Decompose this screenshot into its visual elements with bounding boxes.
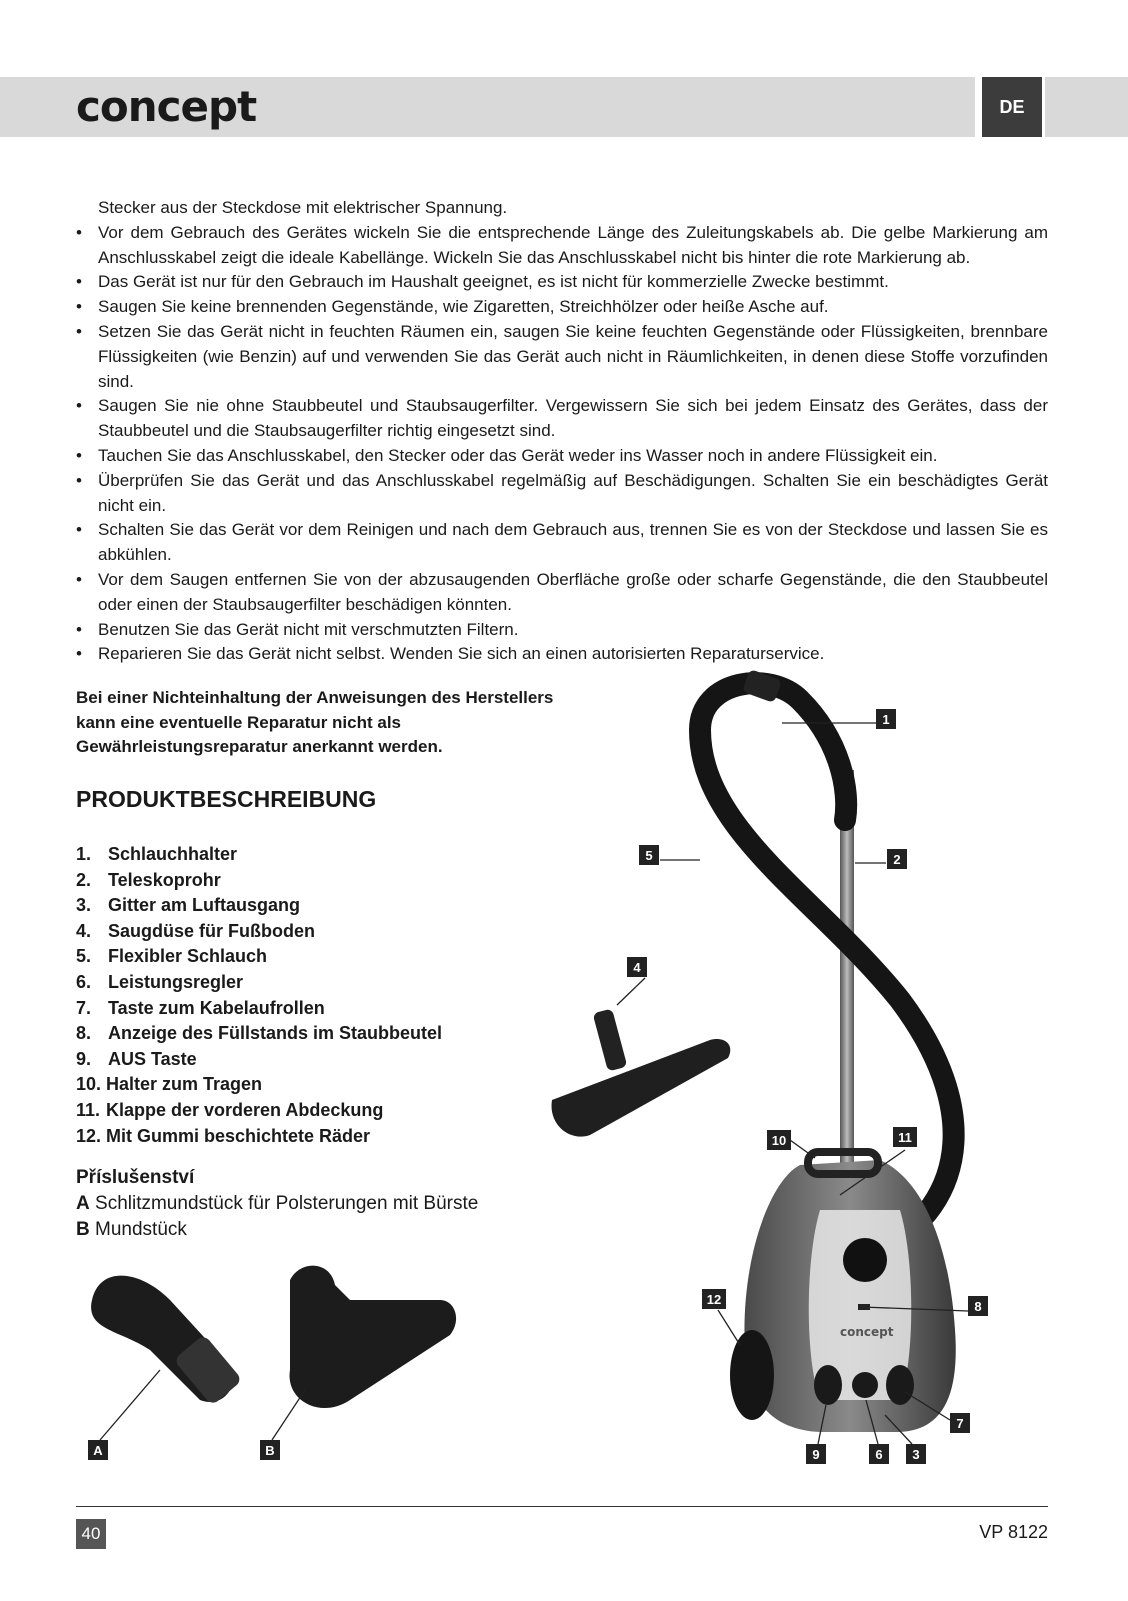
list-item: 12. Mit Gummi beschichtete Räder	[76, 1125, 371, 1146]
floor-nozzle	[552, 1039, 731, 1137]
warranty-warning: Bei einer Nichteinhaltung der Anweisungen des Herstellers kann eine eventuelle Reparatur nicht als Gewährleistungsreparatur anerkannt werden.	[76, 688, 554, 756]
list-item: • Benutzen Sie das Gerät nicht mit verschmutzten Filtern.	[76, 618, 1048, 643]
callout-4: 4	[627, 957, 647, 977]
power-regulator	[852, 1372, 878, 1398]
list-item: 6. Leistungsregler	[76, 971, 244, 992]
off-button	[814, 1365, 842, 1405]
list-item: 10. Halter zum Tragen	[76, 1074, 263, 1095]
hose-inlet	[843, 1238, 887, 1282]
section-title: PRODUKTBESCHREIBUNG	[76, 786, 377, 812]
list-item: • Schalten Sie das Gerät vor dem Reinigen und nach dem Gebrauch aus, trennen Sie es von der Steckdose und lassen Sie es abkühlen.	[76, 518, 1048, 568]
model-number: VP 8122	[979, 1522, 1048, 1542]
list-item: • Tauchen Sie das Anschlusskabel, den Stecker oder das Gerät weder ins Wasser noch in andere Flüssigkeit ein.	[76, 444, 1048, 469]
list-item: • Saugen Sie nie ohne Staubbeutel und Staubsaugerfilter. Vergewissern Sie sich bei jedem Einsatz des Gerätes, dass der Staubbeutel und die Staubsaugerfilter richtig eingesetzt sind.	[76, 394, 1048, 444]
accessories-heading: Příslušenství	[76, 1167, 195, 1188]
list-item: 3. Gitter am Luftausgang	[76, 895, 301, 916]
rubber-wheel	[730, 1330, 774, 1420]
list-item: • Vor dem Saugen entfernen Sie von der abzusaugenden Oberfläche große oder scharfe Gegenstände, die den Staubbeutel oder einen der Staubsaugerfilter beschädigen könnten.	[76, 568, 1048, 618]
accessory-item: B Mundstück	[76, 1219, 187, 1240]
callout-b: B	[260, 1440, 280, 1460]
list-item: 1. Schlauchhalter	[76, 844, 238, 864]
language-badge: DE	[982, 77, 1042, 137]
callout-11: 11	[893, 1127, 917, 1147]
list-item: 8. Anzeige des Füllstands im Staubbeutel	[76, 1023, 443, 1044]
list-item: 11. Klappe der vorderen Abdeckung	[76, 1099, 384, 1120]
callout-3: 3	[906, 1444, 926, 1464]
list-item: 9. AUS Taste	[76, 1048, 197, 1069]
callout-a: A	[88, 1440, 108, 1460]
callout-12: 12	[702, 1289, 726, 1309]
device-logo: concept	[840, 1325, 894, 1339]
callout-2: 2	[887, 849, 907, 869]
callout-9: 9	[806, 1444, 826, 1464]
callout-7: 7	[950, 1413, 970, 1433]
upholstery-nozzle	[290, 1266, 457, 1408]
cord-rewind-button	[886, 1365, 914, 1405]
footer-rule	[76, 1506, 1048, 1507]
list-item: • Setzen Sie das Gerät nicht in feuchten Räumen ein, saugen Sie keine feuchten Gegenstände oder Flüssigkeiten, brennbare Flüssigkeiten (wie Benzin) auf und verwenden Sie das Gerät auch nicht in Räumlichkeiten, in denen diese Stoffe vorzufinden sind.	[76, 320, 1048, 394]
list-item: • Vor dem Gebrauch des Gerätes wickeln Sie die entsprechende Länge des Zuleitungskabels ab. Die gelbe Markierung am Anschlusskabel zeigt die ideale Kabellänge. Wickeln Sie das Anschlusskabel nicht bis hinter die rote Markierung ab.	[76, 221, 1048, 271]
page-number: 40	[76, 1519, 106, 1549]
brand-logo: concept	[76, 82, 257, 131]
callout-5: 5	[639, 845, 659, 865]
list-item: • Reparieren Sie das Gerät nicht selbst. Wenden Sie sich an einen autorisierten Reparaturservice.	[76, 642, 1048, 667]
list-item: • Überprüfen Sie das Gerät und das Anschlusskabel regelmäßig auf Beschädigungen. Schalten Sie ein beschädigtes Gerät nicht ein.	[76, 469, 1048, 519]
list-item: • Saugen Sie keine brennenden Gegenstände, wie Zigaretten, Streichhölzer oder heiße Asche auf.	[76, 295, 1048, 320]
callout-10: 10	[767, 1130, 791, 1150]
telescopic-tube	[840, 770, 854, 1190]
list-item: 4. Saugdüse für Fußboden	[76, 920, 315, 941]
callout-1: 1	[876, 709, 896, 729]
list-item: 7. Taste zum Kabelaufrollen	[76, 997, 325, 1018]
floor-nozzle-neck	[593, 1008, 628, 1071]
list-item: • Das Gerät ist nur für den Gebrauch im Haushalt geeignet, es ist nicht für kommerzielle Zwecke bestimmt.	[76, 270, 1048, 295]
callout-8: 8	[968, 1296, 988, 1316]
accessory-item: A Schlitzmundstück für Polsterungen mit Bürste	[76, 1193, 479, 1214]
callout-6: 6	[869, 1444, 889, 1464]
list-item: 2. Teleskoprohr	[76, 869, 221, 890]
continuation-line: Stecker aus der Steckdose mit elektrischer Spannung.	[98, 198, 508, 217]
list-item: 5. Flexibler Schlauch	[76, 946, 268, 967]
